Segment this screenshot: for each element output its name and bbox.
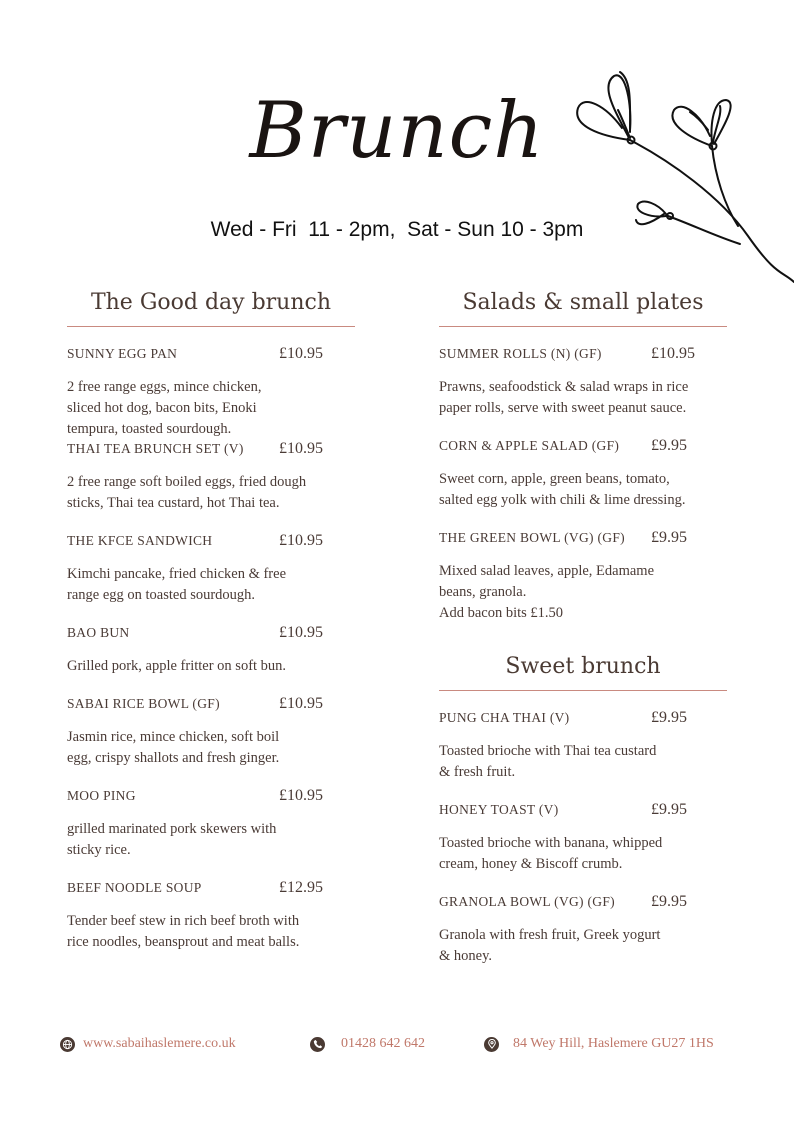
menu-item xyxy=(439,691,727,783)
item-price: £10.95 xyxy=(651,345,695,362)
menu-item xyxy=(439,327,727,419)
right-column xyxy=(439,280,727,967)
item-name: CORN & APPLE SALAD (GF) xyxy=(439,438,620,453)
item-description: Toasted brioche with banana, whipped cream, honey & Biscoff crumb. xyxy=(439,835,663,872)
menu-item xyxy=(67,514,355,606)
flower-illustration xyxy=(570,66,794,286)
item-description: Toasted brioche with Thai tea custard & fresh fruit. xyxy=(439,743,657,780)
item-description: Grilled pork, apple fritter on soft bun. xyxy=(67,658,287,674)
item-description: Prawns, seafoodstick & salad wraps in rice paper rolls, serve with sweet peanut sauce. xyxy=(439,379,689,416)
item-description: Mixed salad leaves, apple, Edamame beans, granola. Add bacon bits £1.50 xyxy=(439,563,655,621)
menu-item xyxy=(67,677,355,769)
item-price: £10.95 xyxy=(279,787,323,804)
item-price: £9.95 xyxy=(651,801,687,818)
item-description: Sweet corn, apple, green beans, tomato, salted egg yolk with chili & lime dressing. xyxy=(439,471,686,508)
good-day-brunch-column xyxy=(67,280,355,953)
item-price: £9.95 xyxy=(651,709,687,726)
opening-hours: Wed - Fri 11 - 2pm, Sat - Sun 10 - 3pm xyxy=(210,218,584,241)
footer-website[interactable] xyxy=(60,1036,236,1052)
item-price: £9.95 xyxy=(651,437,687,454)
menu-item xyxy=(439,419,727,511)
item-name: THE KFCE SANDWICH xyxy=(67,533,213,548)
globe-icon xyxy=(60,1037,75,1052)
footer xyxy=(60,1036,750,1056)
address-text: 84 Wey Hill, Haslemere GU27 1HS xyxy=(513,1036,714,1051)
item-name: BEEF NOODLE SOUP xyxy=(67,880,202,895)
menu-item xyxy=(67,327,355,440)
section-title-salads: Salads & small plates xyxy=(439,280,727,327)
item-price: £9.95 xyxy=(651,529,687,546)
item-name: BAO BUN xyxy=(67,625,130,640)
item-name: GRANOLA BOWL (VG) (GF) xyxy=(439,894,615,909)
page-title: Brunch xyxy=(249,86,545,176)
footer-phone[interactable] xyxy=(310,1036,425,1052)
section-title-good-day-brunch: The Good day brunch xyxy=(67,280,355,327)
item-name: SABAI RICE BOWL (GF) xyxy=(67,696,220,711)
menu-item xyxy=(67,606,355,677)
menu-item xyxy=(439,511,727,624)
item-name: PUNG CHA THAI (V) xyxy=(439,710,570,725)
item-name: SUNNY EGG PAN xyxy=(67,346,178,361)
item-name: THE GREEN BOWL (VG) (GF) xyxy=(439,530,625,545)
item-price: £10.95 xyxy=(279,624,323,641)
item-price: £12.95 xyxy=(279,879,323,896)
item-description: grilled marinated pork skewers with sticky rice. xyxy=(67,821,277,858)
item-description: Granola with fresh fruit, Greek yogurt & honey. xyxy=(439,927,661,964)
item-name: HONEY TOAST (V) xyxy=(439,802,559,817)
item-price: £9.95 xyxy=(651,893,687,910)
item-price: £10.95 xyxy=(279,695,323,712)
menu-item xyxy=(67,440,355,514)
item-description: Kimchi pancake, fried chicken & free range egg on toasted sourdough. xyxy=(67,566,287,603)
website-link[interactable]: www.sabaihaslemere.co.uk xyxy=(83,1036,236,1051)
location-pin-icon xyxy=(484,1037,499,1052)
menu-item xyxy=(439,783,727,875)
menu-item xyxy=(67,861,355,953)
menu-item xyxy=(439,875,727,967)
menu-item xyxy=(67,769,355,861)
item-description: Jasmin rice, mince chicken, soft boil egg, crispy shallots and fresh ginger. xyxy=(67,729,280,766)
item-name: THAI TEA BRUNCH SET (V) xyxy=(67,441,244,456)
item-description: Tender beef stew in rich beef broth with rice noodles, beansprout and meat balls. xyxy=(67,913,300,950)
phone-icon xyxy=(310,1037,325,1052)
item-price: £10.95 xyxy=(279,440,323,457)
footer-address xyxy=(484,1036,714,1052)
section-title-sweet-brunch: Sweet brunch xyxy=(439,644,727,691)
phone-number[interactable]: 01428 642 642 xyxy=(341,1036,425,1051)
item-description: 2 free range soft boiled eggs, fried dough sticks, Thai tea custard, hot Thai tea. xyxy=(67,474,307,511)
item-name: MOO PING xyxy=(67,788,136,803)
item-name: SUMMER ROLLS (N) (GF) xyxy=(439,346,602,361)
item-price: £10.95 xyxy=(279,345,323,362)
item-description: 2 free range eggs, mince chicken, sliced hot dog, bacon bits, Enoki tempura, toasted sourdough. xyxy=(67,379,262,437)
item-price: £10.95 xyxy=(279,532,323,549)
